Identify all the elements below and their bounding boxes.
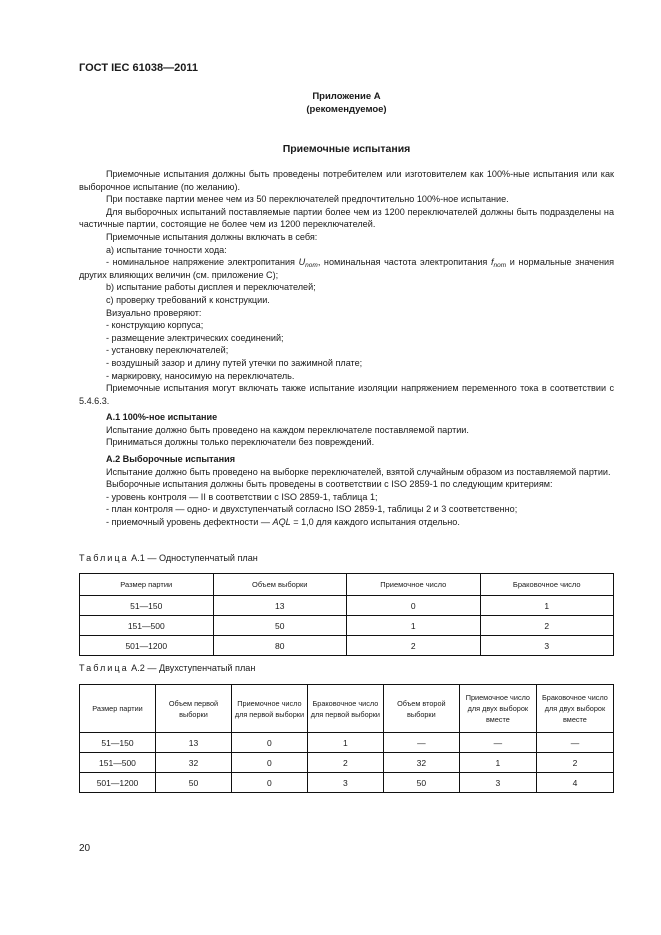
list-item: - конструкцию корпуса; (106, 320, 204, 331)
table-cell: 2 (347, 636, 481, 656)
list-item: - уровень контроля — II в соответствии с ISO 2859-1, таблица 1; (106, 491, 378, 502)
paragraph: Испытание должно быть проведено на каждом переключателе поставляемой партии. (106, 424, 469, 435)
table-cell: 1 (480, 596, 614, 616)
column-header: Объем выборки (213, 574, 347, 596)
list-item: с) проверку требований к конструкции. (106, 294, 270, 305)
paragraph: Приемочные испытания могут включать также испытание изоляции напряжением переменного тока в соответствии с 5.4.6.3. (79, 383, 614, 406)
table-cell: 501—1200 (80, 636, 214, 656)
frequency-symbol: f (490, 257, 494, 268)
paragraph: Приемочные испытания должны быть проведены потребителем или изготовителем как 100%-ные испытания или как выборочное испытание (по желанию). (79, 169, 614, 192)
table-row (80, 753, 614, 773)
section-heading: А.1 100%-ное испытание (106, 412, 218, 423)
table-cell: 3 (307, 773, 383, 793)
column-header: Размер партии (80, 574, 214, 596)
table-caption (79, 663, 255, 673)
table-cell: 501—1200 (80, 773, 156, 793)
table-row (80, 773, 614, 793)
column-header: Приемочное число (347, 574, 481, 596)
table-row (80, 733, 614, 753)
section-heading: А.2 Выборочные испытания (106, 454, 235, 465)
table-cell: 3 (459, 773, 536, 793)
table-cell: 80 (213, 636, 347, 656)
table-cell: 13 (213, 596, 347, 616)
table-title: А.2 — Двухступенчатый план (128, 663, 256, 673)
table-cell: 51—150 (80, 733, 156, 753)
table-cell: 0 (231, 773, 307, 793)
table-cell: — (536, 733, 613, 753)
table-cell: 0 (231, 753, 307, 773)
table-cell: 1 (347, 616, 481, 636)
text: = 1,0 для каждого испытания отдельно. (290, 517, 460, 528)
text: - номинальное напряжение электропитания (106, 257, 299, 268)
table-row (80, 636, 614, 656)
table-cell: 50 (155, 773, 231, 793)
double-stage-plan-table (79, 684, 614, 793)
paragraph: Приемочные испытания должны включать в себя: (106, 231, 318, 242)
aql-symbol: AQL (272, 517, 291, 528)
paragraph: Для выборочных испытаний поставляемые партии более чем из 1200 переключателей должны быть подразделены на частичные партии, состоящие не более чем из 1200 переключателей. (79, 206, 614, 230)
list-item (79, 256, 614, 281)
voltage-subscript: nom (305, 262, 318, 270)
table-row (80, 596, 614, 616)
page-number: 20 (79, 843, 91, 854)
text: и нормальные значения других влияющих величин (см. приложение С); (79, 257, 614, 280)
table-label: Таблица (79, 553, 129, 563)
table-label: Таблица (79, 663, 129, 673)
table-title: А.1 — Одноступенчатый план (128, 553, 258, 563)
table-cell: 151—500 (80, 616, 214, 636)
column-header: Объем второй выборки (383, 685, 459, 733)
paragraph: При поставке партии менее чем из 50 переключателей предпочтительно 100%-ное испытание. (106, 194, 509, 205)
column-header: Приемочное число для двух выборок вместе (459, 685, 536, 733)
table-cell: 0 (347, 596, 481, 616)
table-caption (79, 553, 258, 563)
list-item: b) испытание работы дисплея и переключателей; (106, 282, 316, 293)
column-header: Браковочное число (480, 574, 614, 596)
table-cell: 51—150 (80, 596, 214, 616)
table-cell: 1 (459, 753, 536, 773)
voltage-symbol: U (298, 257, 306, 268)
table-header-row (80, 685, 614, 733)
list-item: - размещение электрических соединений; (106, 332, 284, 343)
list-item: - воздушный зазор и длину путей утечки по зажимной плате; (106, 357, 363, 368)
table-cell: 0 (231, 733, 307, 753)
document-header: ГОСТ IEC 61038—2011 (79, 62, 198, 74)
paragraph: Приниматься должны только переключатели без повреждений. (106, 437, 375, 448)
column-header: Приемочное число для первой выборки (231, 685, 307, 733)
annex-title: Приложение А (312, 91, 381, 102)
annex-status: (рекомендуемое) (306, 104, 387, 115)
table-cell: — (459, 733, 536, 753)
table-cell: 13 (155, 733, 231, 753)
table-header-row (80, 574, 614, 596)
frequency-subscript: nom (493, 262, 507, 270)
paragraph: Визуально проверяют: (106, 307, 202, 318)
table-row (80, 616, 614, 636)
single-stage-plan-table (79, 573, 614, 656)
table-cell: 50 (383, 773, 459, 793)
column-header: Размер партии (80, 685, 156, 733)
table-cell: 2 (307, 753, 383, 773)
page-title: Приемочные испытания (282, 143, 411, 155)
text: , номинальная частота электропитания (317, 257, 491, 268)
table-cell: 3 (480, 636, 614, 656)
list-item: - маркировку, наносимую на переключатель. (106, 370, 295, 381)
list-item: - план контроля — одно- и двухступенчатый согласно ISO 2859-1, таблицы 2 и 3 соответственно; (106, 504, 518, 515)
table-cell: 32 (155, 753, 231, 773)
annex-heading (79, 90, 614, 116)
paragraph: Выборочные испытания должны быть проведены в соответствии с ISO 2859-1 по следующим критериям: (106, 479, 553, 490)
table-cell: 4 (536, 773, 613, 793)
column-header: Объем первой выборки (155, 685, 231, 733)
column-header: Браковочное число для первой выборки (307, 685, 383, 733)
table-cell: 2 (536, 753, 613, 773)
table-cell: 1 (307, 733, 383, 753)
column-header: Браковочное число для двух выборок вместе (536, 685, 613, 733)
table-cell: 32 (383, 753, 459, 773)
body-text (79, 168, 614, 529)
list-item: а) испытание точности хода: (106, 244, 227, 255)
list-item (79, 516, 614, 529)
list-item: - установку переключателей; (106, 345, 229, 356)
table-cell: 50 (213, 616, 347, 636)
paragraph: Испытание должно быть проведено на выборке переключателей, взятой случайным образом из поставляемой партии. (106, 466, 611, 477)
table-cell: 151—500 (80, 753, 156, 773)
text: - приемочный уровень дефектности — (106, 517, 273, 528)
table-cell: 2 (480, 616, 614, 636)
table-cell: — (383, 733, 459, 753)
